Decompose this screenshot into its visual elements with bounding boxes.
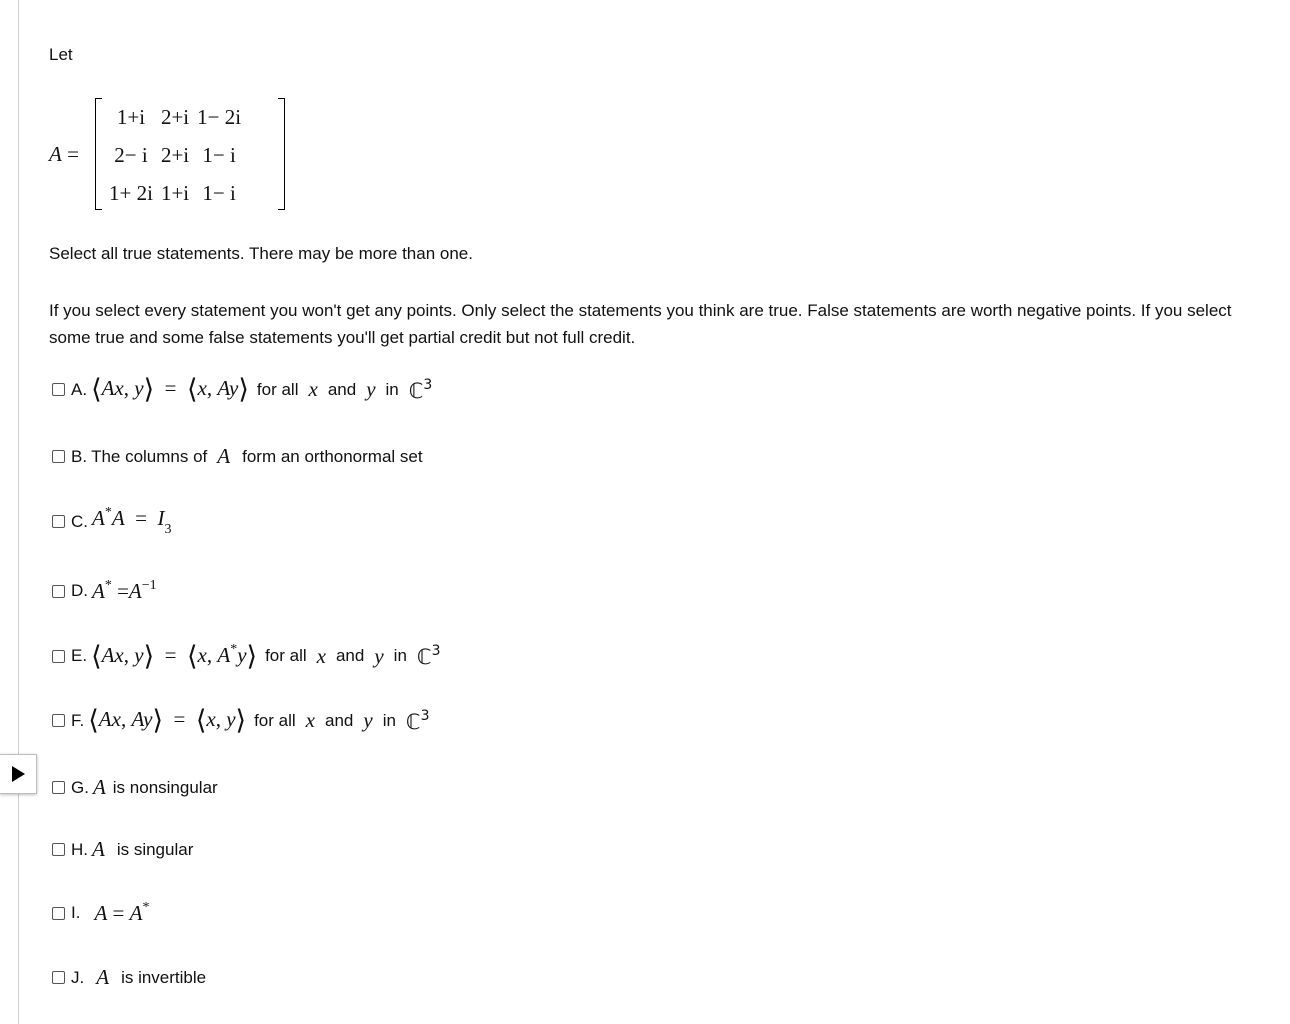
left-bracket [95,98,102,210]
option-letter: F. [71,710,85,730]
complex-set: ℂ$^3$ [416,643,441,669]
matrix-cell: 2+i [160,142,190,167]
option-letter: B. [71,446,88,466]
option-e-checkbox[interactable] [52,650,65,663]
warning-text: If you select every statement you won't get any points. Only select the statements you think are true. False statements are worth negative points. If you select some true and some false statements you'll get partial credit but not full credit. [49,301,1232,347]
matrix-cell: 1− i [202,180,236,205]
option-b[interactable]: B. The columns of A form an orthonormal set [49,444,423,469]
matrix-cell: 1+ 2i [109,180,153,205]
matrix-cell: 1+i [116,104,146,129]
option-c-expression: $A^*A = I_3$ [92,505,172,537]
play-triangle-icon [12,766,25,782]
option-c-checkbox[interactable] [52,515,65,528]
option-e-expression: ⟨Ax, y⟩ = ⟨x, A*y⟩ [91,641,258,672]
option-d[interactable] [49,578,157,604]
option-j-checkbox[interactable] [52,971,65,984]
option-f-checkbox[interactable] [52,714,65,727]
complex-set: ℂ$^3$ [408,376,433,403]
option-i[interactable] [49,900,149,926]
matrix-lhs: A = [49,142,79,166]
option-a-checkbox[interactable] [52,383,65,396]
option-a-expression: ⟨Ax, y⟩ = ⟨x, Ay⟩ [91,374,249,405]
option-f[interactable]: F. ⟨Ax, Ay⟩ = ⟨x, y⟩ for all x and y in ℂ$^3$ [49,707,430,734]
option-letter: J. [71,967,85,987]
matrix-row [105,174,245,212]
matrix-cell: 1− i [202,142,236,167]
instruction-text: Select all true statements. There may be more than one. [49,244,473,263]
option-c[interactable] [49,505,172,538]
matrix-cell: 2+i [160,104,190,129]
option-h[interactable]: H. A is singular [49,837,193,862]
option-b-checkbox[interactable] [52,450,65,463]
option-g-checkbox[interactable] [52,781,65,794]
matrix-cell: 1− 2i [197,104,242,129]
option-i-checkbox[interactable] [52,907,65,920]
intro-text: Let [49,45,73,64]
option-letter: G. [71,777,89,797]
option-letter: A. [71,379,88,399]
option-d-checkbox[interactable] [52,585,65,598]
option-letter: E. [71,646,88,665]
option-j[interactable]: J. A is invertible [49,965,206,990]
option-d-expression: $A^* =A^{-1}$ [92,578,157,603]
complex-set: ℂ$^3$ [405,707,430,734]
option-a[interactable]: A. ⟨Ax, y⟩ = ⟨x, Ay⟩ for all x and y in ℂ$^3$ [49,376,432,403]
matrix-row [105,136,245,174]
matrix-A [105,98,245,212]
expand-panel-button[interactable] [0,754,37,794]
option-g[interactable]: G. A is nonsingular [49,775,218,800]
option-f-expression: ⟨Ax, Ay⟩ = ⟨x, y⟩ [88,705,247,736]
option-letter: H. [71,839,88,859]
right-bracket [278,98,285,210]
option-letter: D. [71,581,88,600]
matrix-row [105,98,245,136]
matrix-cell: 1+i [160,180,190,205]
option-letter: C. [71,511,88,531]
option-h-checkbox[interactable] [52,843,65,856]
option-i-expression: A = A* [94,900,150,925]
left-border [18,0,19,1024]
option-letter: I. [71,903,81,922]
option-e[interactable]: E. ⟨Ax, y⟩ = ⟨x, A*y⟩ for all x and y in ℂ$^3$ [49,642,441,670]
matrix-cell: 2− i [114,142,148,167]
